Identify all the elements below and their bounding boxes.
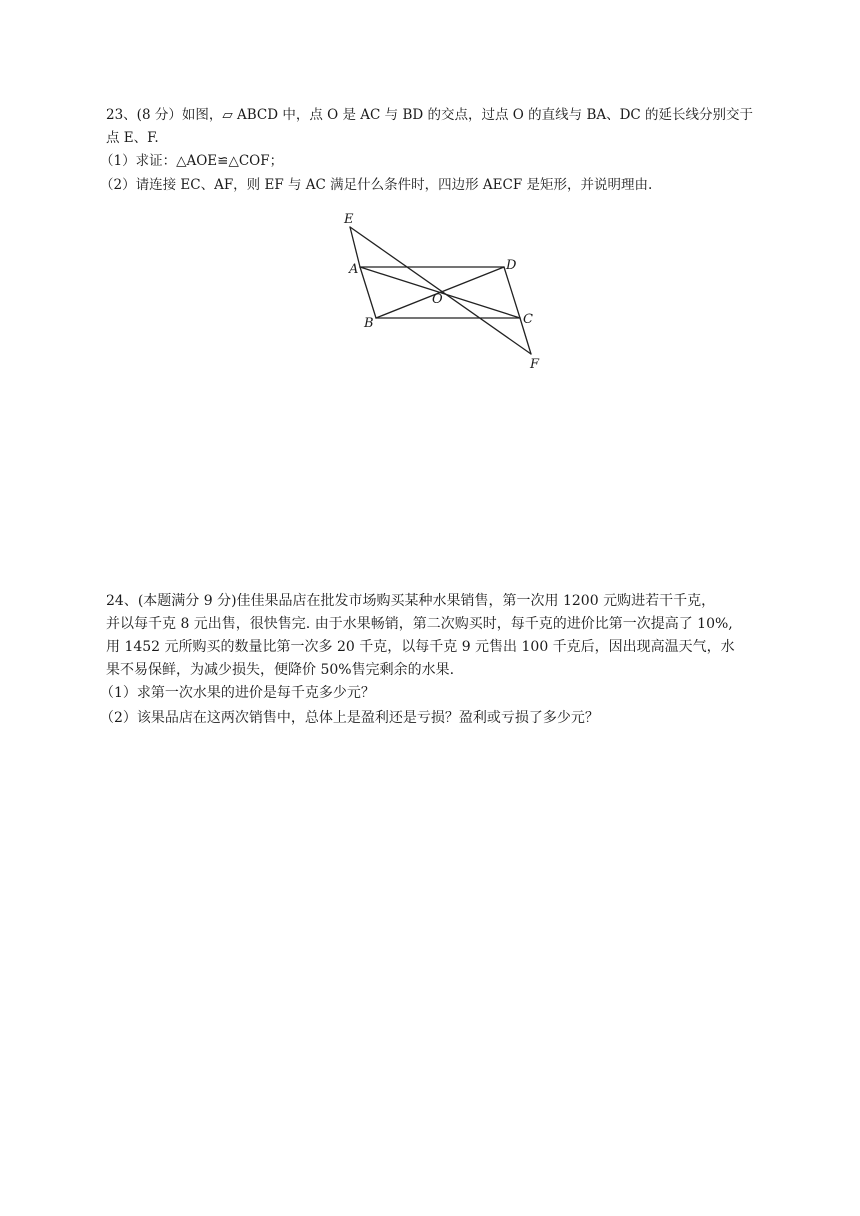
point-label-o: O — [432, 292, 443, 307]
segment-dc — [504, 267, 520, 318]
point-label-b: B — [364, 316, 374, 331]
q24-stem-line-4: 果不易保鲜，为减少损失，便降价 50%售完剩余的水果. — [106, 662, 455, 678]
line-ef — [350, 227, 531, 354]
point-label-a: A — [349, 262, 359, 277]
q23-stem-line-2: 点 E、F. — [106, 130, 159, 146]
point-label-f: F — [530, 357, 540, 372]
point-label-d: D — [506, 258, 517, 273]
q24-subquestion-2: （2）该果品店在这两次销售中，总体上是盈利还是亏损？盈利或亏损了多少元？ — [100, 710, 599, 726]
q23-subquestion-2: （2）请连接 EC、AF，则 EF 与 AC 满足什么条件时，四边形 AECF 是矩形，并说明理由. — [100, 177, 653, 193]
point-label-e: E — [344, 212, 354, 227]
q23-stem-line-1: 23、(8 分）如图，▱ ABCD 中，点 O 是 AC 与 BD 的交点，过点 O 的直线与 BA、DC 的延长线分别交于 — [106, 107, 754, 123]
q24-stem-line-1: 24、(本题满分 9 分)佳佳果品店在批发市场购买某种水果销售，第一次用 1200 元购进若干千克， — [106, 593, 716, 609]
q24-stem-line-3: 用 1452 元所购买的数量比第一次多 20 千克，以每千克 9 元售出 100 千克后，因出现高温天气，水 — [106, 639, 735, 655]
segment-ab — [360, 267, 376, 318]
parallelogram-figure — [330, 205, 560, 375]
q23-subquestion-1: （1）求证：△AOE≌△COF； — [100, 153, 284, 169]
q24-subquestion-1: （1）求第一次水果的进价是每千克多少元？ — [100, 685, 375, 701]
point-label-c: C — [523, 312, 533, 327]
q24-stem-line-2: 并以每千克 8 元出售，很快售完. 由于水果畅销，第二次购买时，每千克的进价比第一次提高了 10%, — [106, 616, 733, 632]
